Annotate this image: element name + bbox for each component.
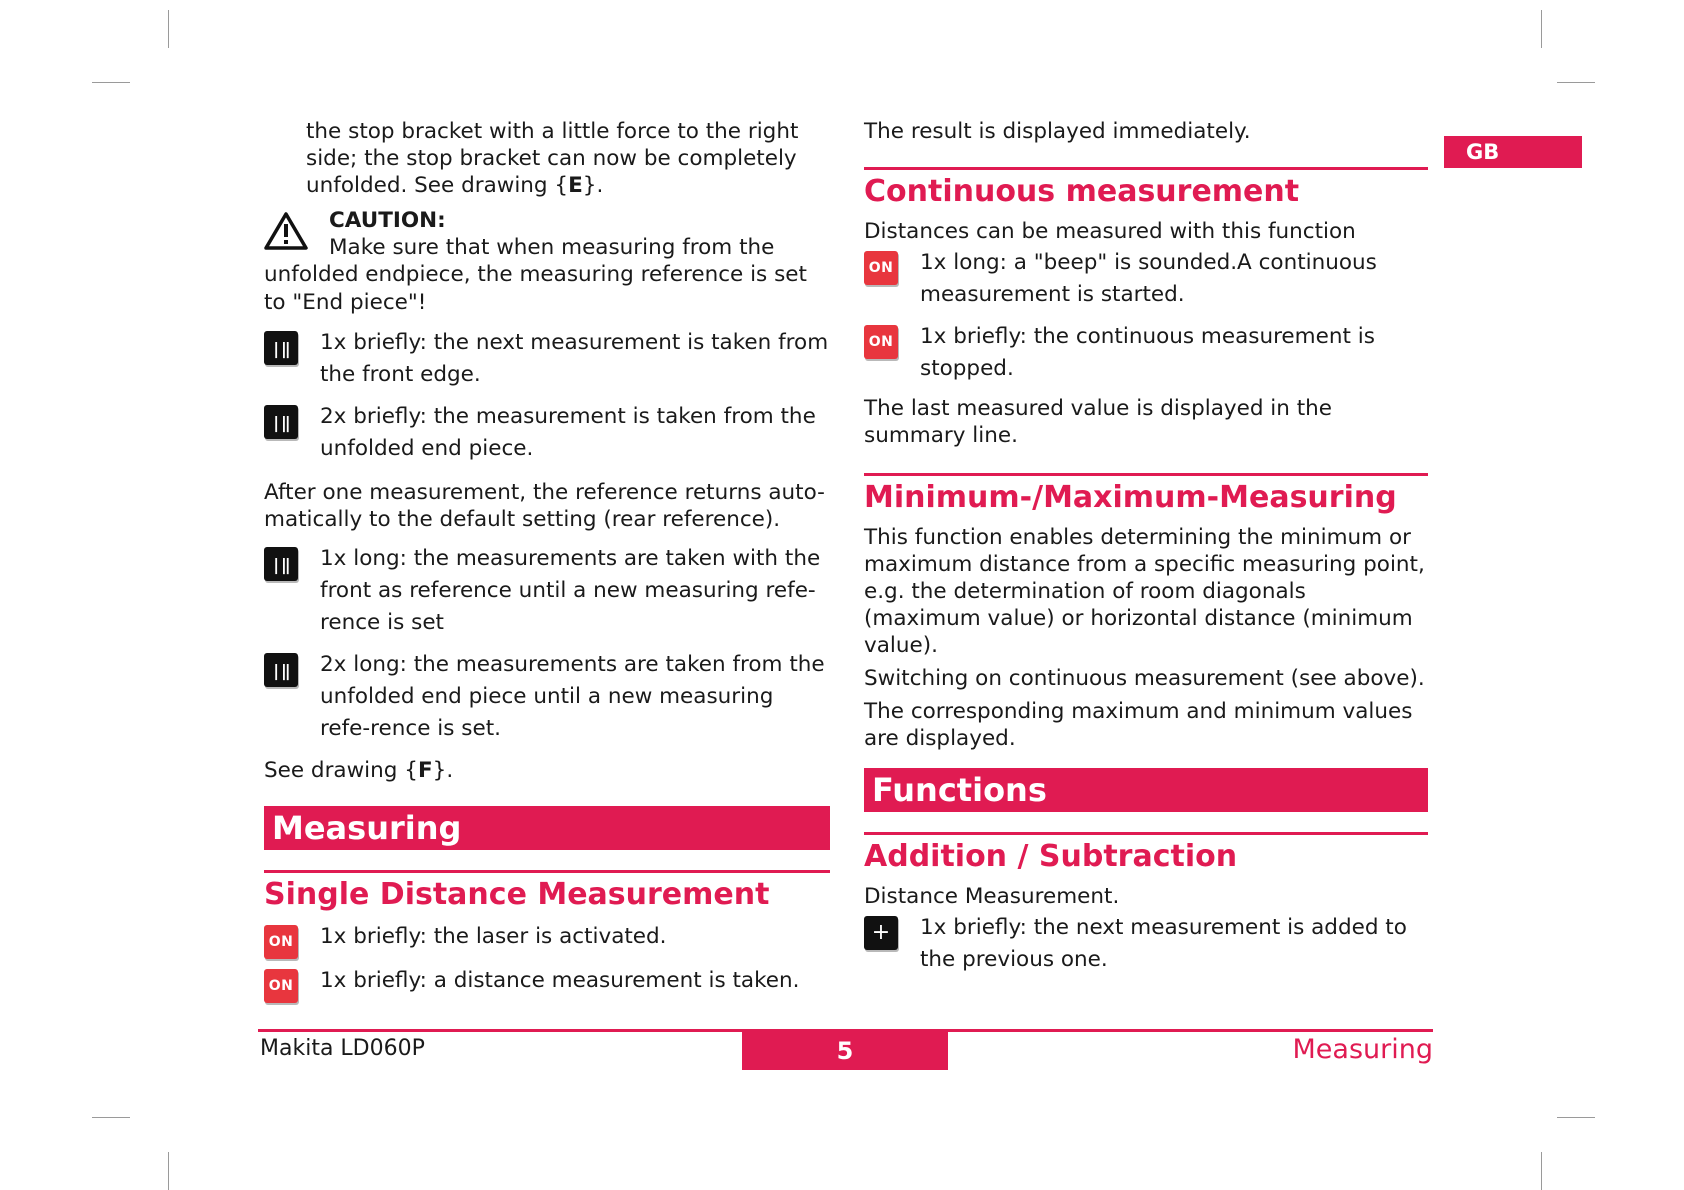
- caution-block: [264, 207, 830, 317]
- drawing-ref: F: [417, 758, 433, 783]
- plus-key-icon: +: [864, 916, 898, 950]
- list-item: [864, 321, 1428, 385]
- crop-mark: [92, 82, 130, 83]
- warning-triangle-icon: [264, 211, 308, 251]
- crop-mark: [1541, 1152, 1542, 1190]
- footer-section: Measuring: [1292, 1034, 1433, 1065]
- list-item: [264, 327, 830, 391]
- item-text: 1x briefly: a distance measurement is taken.: [320, 968, 800, 993]
- right-column: [864, 118, 1428, 986]
- on-key-icon: ON: [864, 325, 898, 359]
- language-tab: GB: [1444, 136, 1582, 168]
- on-key-icon: ON: [264, 969, 298, 1003]
- caution-text: unfolded endpiece, the measuring reference is set to "End piece"!: [264, 262, 807, 315]
- section-heading: Minimum-/Maximum-Measuring: [864, 473, 1428, 518]
- item-text: 1x briefly: the next measurement is taken from the front edge.: [320, 330, 829, 387]
- item-text: 2x briefly: the measurement is taken from the unfolded end piece.: [320, 404, 816, 461]
- summary-text: The last measured value is displayed in the summary line.: [864, 396, 1333, 448]
- caution-text: Make sure that when measuring from the: [329, 235, 775, 260]
- paragraph: The corresponding maximum and minimum values are displayed.: [864, 699, 1413, 751]
- list-item: [264, 965, 830, 1003]
- after-measurement-text: After one measurement, the reference returns auto-matically to the default setting (rear reference).: [264, 480, 825, 532]
- functions-banner: Functions: [864, 768, 1428, 812]
- reference-key-icon: |‖: [264, 653, 298, 687]
- reference-key-icon: |‖: [264, 405, 298, 439]
- measuring-banner: Measuring: [264, 806, 830, 850]
- section-heading: Single Distance Measurement: [264, 870, 830, 915]
- list-item: [864, 912, 1428, 976]
- see-drawing-suffix: }.: [432, 758, 454, 783]
- list-item: [264, 921, 830, 959]
- crop-mark: [1557, 82, 1595, 83]
- result-text: The result is displayed immediately.: [864, 119, 1251, 144]
- item-text: 1x long: the measurements are taken with the front as reference until a new measuring refe-rence is set: [320, 546, 821, 635]
- see-drawing-text: [264, 757, 830, 784]
- list-item: [264, 649, 830, 745]
- intro-line: the stop bracket with a little force to the right: [306, 119, 799, 144]
- section-intro: Distances can be measured with this function: [864, 219, 1356, 244]
- caution-title: CAUTION:: [329, 208, 446, 233]
- crop-mark: [92, 1117, 130, 1118]
- item-text: 1x briefly: the laser is activated.: [320, 924, 667, 949]
- paragraph: This function enables determining the minimum or maximum distance from a specific measuring point, e.g. the determination of room diagonals (maximum value) or horizontal distance (minimum value).: [864, 525, 1425, 658]
- see-drawing-prefix: See drawing {: [264, 758, 418, 783]
- crop-mark: [1541, 10, 1542, 48]
- intro-close: }.: [582, 173, 604, 198]
- crop-mark: [168, 1152, 169, 1190]
- reference-key-icon: |‖: [264, 547, 298, 581]
- section-heading: Addition / Subtraction: [864, 832, 1428, 877]
- on-key-icon: ON: [264, 925, 298, 959]
- footer-model: Makita LD060P: [260, 1036, 425, 1061]
- crop-mark: [168, 10, 169, 48]
- intro-line: unfolded. See drawing {: [306, 173, 569, 198]
- left-column: [264, 118, 830, 1009]
- list-item: [264, 543, 830, 639]
- section-heading: Continuous measurement: [864, 167, 1428, 212]
- item-text: 1x briefly: the continuous measurement is stopped.: [920, 324, 1375, 381]
- intro-paragraph: [264, 118, 830, 199]
- page-number: 5: [742, 1032, 948, 1070]
- on-key-icon: ON: [864, 251, 898, 285]
- item-text: 2x long: the measurements are taken from the unfolded end piece until a new measuring refe-rence is set.: [320, 652, 825, 741]
- item-text: 1x long: a "beep" is sounded.A continuous measurement is started.: [920, 250, 1377, 307]
- reference-key-icon: |‖: [264, 331, 298, 365]
- intro-line: side; the stop bracket can now be completely: [306, 146, 797, 171]
- list-item: [864, 247, 1428, 311]
- paragraph: Switching on continuous measurement (see above).: [864, 666, 1425, 691]
- item-text: 1x briefly: the next measurement is added to the previous one.: [920, 915, 1407, 972]
- crop-mark: [1557, 1117, 1595, 1118]
- section-intro: Distance Measurement.: [864, 884, 1120, 909]
- list-item: [264, 401, 830, 465]
- drawing-ref: E: [568, 173, 583, 198]
